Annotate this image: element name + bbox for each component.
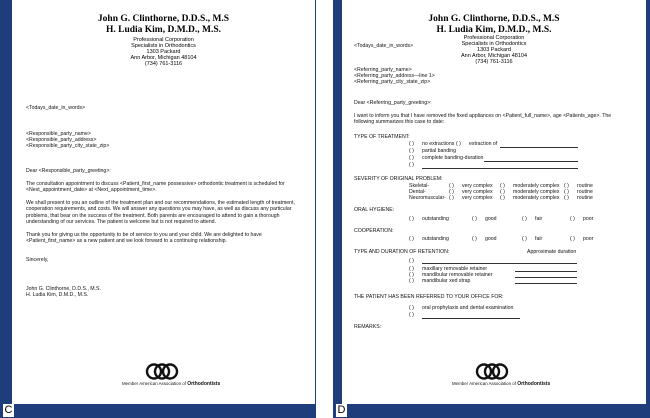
hygiene-check: ( ) [570,216,575,222]
severity-check: ( ) [449,195,454,201]
severity-check: ( ) [449,183,454,189]
doctor-name-2: H. Ludia Kim, D.M.D., M.S. [436,25,552,35]
address-line-1: <Referring_party_name> [354,67,412,73]
logo-member-text: Member [122,381,139,386]
treatment-check-2: ( ) [456,141,461,147]
address-line-3: <Responsible_party_city_state_zip> [26,143,110,149]
panel-d [333,0,650,418]
severity-very-complex: very complex [462,195,493,201]
aao-logo-text [452,381,550,387]
section-referred: THE PATIENT HAS BEEN REFERRED TO YOUR OFFICE FOR: [354,294,504,300]
severity-row-neuromuscular: Neuromuscular- [409,195,446,201]
treatment-other-line[interactable] [422,168,578,169]
retention-check: ( ) [409,266,414,272]
signature-1: John G. Clinthorne, D.D.S., M.S. [26,286,101,292]
retention-fixed-strap: mandibular xed strap [422,278,471,284]
logo-orthodontists-text: Orthodontists [517,381,551,387]
severity-row-dental: Dental- [409,189,426,195]
coop-check: ( ) [522,236,527,242]
severity-routine: routine [577,183,593,189]
greeting: Dear <Referring_party_greeting>: [354,100,432,106]
treatment-partial-banding: partial banding [422,148,457,154]
hygiene-fair: fair [535,216,543,222]
hygiene-check: ( ) [522,216,527,222]
treatment-extraction-of: extraction of [469,141,498,147]
treatment-check-1: ( ) [409,141,414,147]
treatment-complete-banding: complete banding-duration [422,155,484,161]
severity-routine: routine [577,189,593,195]
panel-label-c: C [4,404,13,416]
coop-check: ( ) [472,236,477,242]
extraction-line[interactable] [500,147,578,148]
panel-label-d: D [337,404,346,416]
letterhead-line-1: Professional Corporation [133,37,194,43]
severity-check: ( ) [564,189,569,195]
severity-check: ( ) [500,189,505,195]
coop-outstanding: outstanding [422,236,449,242]
referred-check: ( ) [409,312,414,318]
severity-check: ( ) [564,195,569,201]
logo-orthodontists-text: Orthodontists [187,381,221,387]
section-severity: SEVERITY OF ORIGINAL PROBLEM: [354,176,443,182]
severity-moderately-complex: moderately complex [513,195,560,201]
referred-prophylaxis: oral prophylaxis and dental examination [422,305,514,311]
referred-other-line[interactable] [422,318,520,319]
address-line-2: <Referring_party_address—line 1> [354,73,435,79]
letterhead-line-4: Ann Arbor, Michigan 48104 [130,55,197,61]
paragraph-1: The consultation appointment to discuss <Patient_first_name possessive> orthodontic treatment is scheduled for <Next_appointment_date> at <Next_appointment_time>. [26,181,285,194]
treatment-check-3: ( ) [409,148,414,154]
closing: Sincerely, [26,257,49,263]
retention-check: ( ) [409,258,414,264]
date-field: <Todays_date_in_words> [354,43,414,49]
severity-very-complex: very complex [462,189,493,195]
letterhead-line-5: (734) 761-3116 [475,59,513,65]
letter-page-d [342,0,646,404]
referred-check: ( ) [409,305,414,311]
greeting: Dear <Responsible_party_greeting>: [26,168,111,174]
letterhead-line-3: 1303 Packard [477,47,511,53]
signature-2: H. Ludia Kim, D.M.D., M.S. [26,292,89,298]
intro-paragraph: I want to inform you that I have removed the fixed appliances on <Patient_full_name>, age <Patients_age>. The following summarizes this case to date: [354,113,612,126]
hygiene-good: good [485,216,497,222]
banding-duration-line[interactable] [484,161,578,162]
letterhead-line-5: (734) 761-3116 [144,61,183,67]
date-field: <Todays_date_in_words> [26,105,86,111]
letterhead-line-1: Professional Corporation [463,35,525,41]
coop-check: ( ) [409,236,414,242]
letter-page-c [12,0,315,404]
section-remarks: REMARKS: [354,324,382,330]
severity-check: ( ) [449,189,454,195]
hygiene-check: ( ) [472,216,477,222]
panel-c [0,0,316,418]
treatment-no-extractions: no extractions [422,141,455,147]
hygiene-poor: poor [583,216,594,222]
doctor-name-2: H. Ludia Kim, D.M.D., M.S. [105,25,222,35]
aao-logo [145,363,179,380]
retention-duration-line[interactable] [515,283,577,284]
retention-duration-header: Approximate duration [527,249,577,255]
paragraph-3: Thank you for giving us the opportunity to be of service to you and your child. We are delighted to have <Patient_first_name> as a new patient and we look forward to a continuing relationship. [26,232,262,245]
letterhead-line-3: 1303 Packard [146,49,181,55]
retention-line[interactable] [422,263,520,264]
retention-duration-line[interactable] [515,263,577,264]
aao-logo-text [122,381,220,387]
aao-logo [475,363,509,380]
coop-poor: poor [583,236,594,242]
doctor-name-1: John G. Clinthorne, D.D.S., M.S [97,14,230,24]
section-retention: TYPE AND DURATION OF RETENTION: [354,249,450,255]
retention-mandibular: mandibular removable retainer [422,272,493,278]
paragraph-2: We shall present to you an outline of the treatment plan and our recommendations, the estimated length of treatment, cooperation requirements, and costs. We will answer any questions you may have, as well as discuss any particular problems, that bear on the success of the treatment. Both parents are encouraged to attend to gain a thorough understanding of our services. The patient is welcome but is not required to attend. [26,200,295,226]
severity-check: ( ) [500,183,505,189]
address-line-3: <Referring_party_city_state_zip> [354,79,431,85]
logo-assoc-text: American Association of [469,381,516,386]
severity-moderately-complex: moderately complex [513,189,560,195]
logo-member-text: Member [452,381,469,386]
severity-very-complex: very complex [462,183,493,189]
severity-check: ( ) [564,183,569,189]
severity-moderately-complex: moderately complex [513,183,560,189]
logo-assoc-text: American Association of [139,381,186,386]
doctor-name-1: John G. Clinthorne, D.D.S., M.S [428,14,560,24]
letterhead-line-2: Specialists in Orthodontics [131,43,196,49]
coop-good: good [485,236,497,242]
severity-row-skeletal: Skeletal- [409,183,430,189]
retention-check: ( ) [409,278,414,284]
retention-duration-line[interactable] [515,271,577,272]
severity-check: ( ) [500,195,505,201]
retention-duration-line[interactable] [515,277,577,278]
retention-maxillary: maxillary removable retainer [422,266,488,272]
treatment-check-5: ( ) [409,162,414,168]
address-line-1: <Responsible_party_name> [26,131,91,137]
retention-check: ( ) [409,272,414,278]
coop-check: ( ) [570,236,575,242]
hygiene-outstanding: outstanding [422,216,449,222]
treatment-check-4: ( ) [409,155,414,161]
severity-routine: routine [577,195,593,201]
section-treatment: TYPE OF TREATMENT: [354,134,410,140]
section-oral-hygiene: ORAL HYGIENE: [354,207,395,213]
letterhead-line-2: Specialists in Orthodontics [461,41,527,47]
hygiene-check: ( ) [409,216,414,222]
section-cooperation: COOPERATION: [354,228,394,234]
letterhead-line-4: Ann Arbor, Michigan 48104 [460,53,528,59]
address-line-2: <Responsible_party_address> [26,137,97,143]
coop-fair: fair [535,236,543,242]
